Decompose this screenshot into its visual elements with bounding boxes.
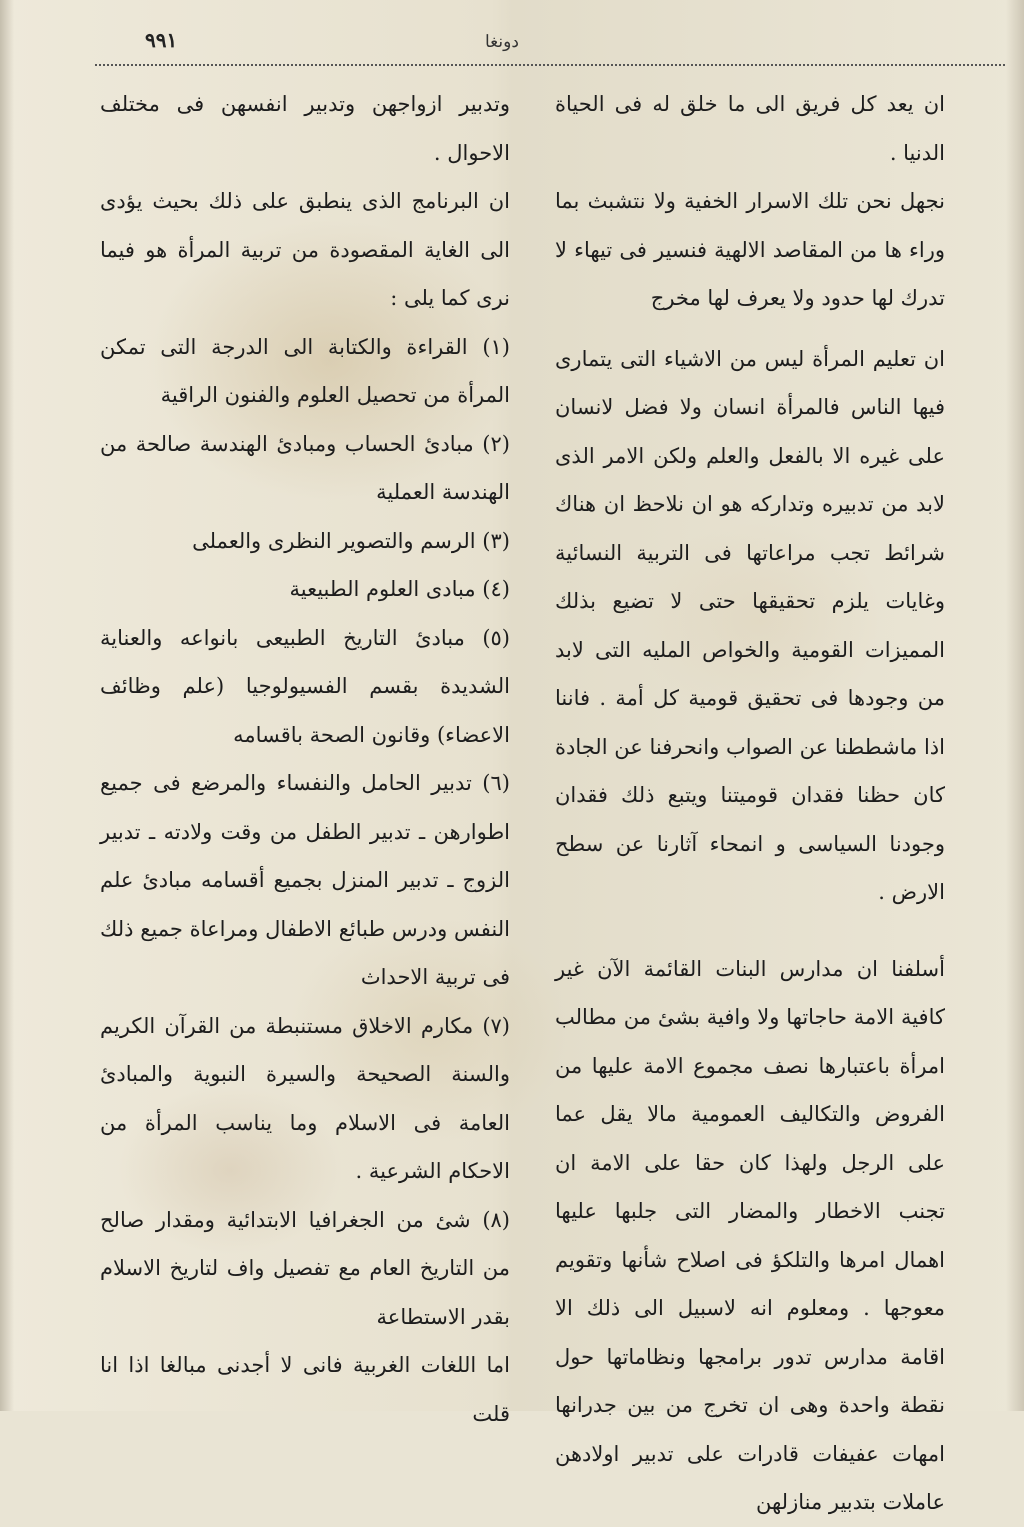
paragraph: وتدبير ازواجهن وتدبير انفسهن فى مختلف الاحوال . <box>100 92 510 165</box>
binding-shadow <box>0 0 14 1411</box>
list-item: (٦) تدبير الحامل والنفساء والمرضع فى جميع اطوارهن ـ تدبير الطفل من وقت ولادته ـ تدبير الزوج ـ تدبير المنزل بجميع أقسامه مبادئ علم النفس ودرس طبائع الاطفال ومراعاة جميع ذلك فى تربية الاحداث <box>100 771 510 989</box>
running-title: دونغا <box>485 32 519 52</box>
page-number: ٩٩١ <box>145 28 178 52</box>
paragraph: ان تعليم المرأة ليس من الاشياء التى يتمارى فيها الناس فالمرأة انسان ولا فضل لانسان على غيره الا بالفعل والعلم ولكن الامر الذى لابد من تدبيره وتداركه هو ان نلاحظ ان هناك شرائط تجب مراعاتها فى التربية النسائية وغايات يلزم تحقيقها حتى لا تضيع بذلك المميزات القومية والخواص المليه التى لابد من وجودها فى تحقيق قومية كل أمة . فاننا اذا ماشططنا عن الصواب وانحرفنا عن الجادة كان حظنا فقدان قوميتنا ويتبع ذلك فقدان وجودنا السياسى و انمحاء آثارنا عن سطح الارض . <box>555 346 945 904</box>
paragraph: ان يعد كل فريق الى ما خلق له فى الحياة الدنيا . <box>555 92 945 165</box>
list-item: (٥) مبادئ التاريخ الطبيعى بانواعه والعناية الشديدة بقسم الفسيولوجيا (علم وظائف الاعضاء) وقانون الصحة باقسامه <box>100 625 510 747</box>
list-item: (٤) مبادى العلوم الطبيعية <box>289 577 510 601</box>
paragraph: نجهل نحن تلك الاسرار الخفية ولا نتشبث بما وراء ها من المقاصد الالهية فنسير فى تيهاء لا تدرك لها حدود ولا يعرف لها مخرج <box>555 189 945 310</box>
list-item: (٧) مكارم الاخلاق مستنبطة من القرآن الكريم والسنة الصحيحة والسيرة النبوية والمبادئ العامة فى الاسلام وما يناسب المرأة من الاحكام الشرعية . <box>100 1013 510 1183</box>
paragraph: ان البرنامج الذى ينطبق على ذلك بحيث يؤدى الى الغاية المقصودة من تربية المرأة هو فيما نرى كما يلى : <box>100 189 510 310</box>
list-item: (٣) الرسم والتصوير النظرى والعملى <box>192 528 510 553</box>
paragraph: أسلفنا ان مدارس البنات القائمة الآن غير كافية الامة حاجاتها ولا وافية بشئ من مطالب امرأة باعتبارها نصف مجموع الامة عليها من الفروض والتكاليف العمومية مالا يقل عما على الرجل ولهذا كان حقا على الامة ان تجنب الاخطار والمضار التى جلبها عليها اهمال امرها والتلكؤ فى اصلاح شأنها وتقويم معوجها . ومعلوم انه لاسبيل الى ذلك الا اقامة مدارس تدور برامجها ونظاماتها حول نقطة واحدة وهى ان تخرج من بين جدرانها امهات عفيفات قادرات على تدبير اولادهن عاملات بتدبير منازلهن <box>555 956 945 1514</box>
right-column <box>555 80 945 1527</box>
paragraph: اما اللغات الغربية فانى لا أجدنى مبالغا اذا انا قلت <box>100 1353 510 1426</box>
list-item: (٢) مبادئ الحساب ومبادئ الهندسة صالحة من الهندسة العملية <box>100 431 510 504</box>
page-edge-shadow <box>1006 0 1024 1411</box>
left-column <box>100 80 510 1438</box>
header-divider <box>95 64 1005 66</box>
list-item: (٨) شئ من الجغرافيا الابتدائية ومقدار صالح من التاريخ العام مع تفصيل واف لتاريخ الاسلام بقدر الاستطاعة <box>100 1207 510 1329</box>
list-item: (١) القراءة والكتابة الى الدرجة التى تمكن المرأة من تحصيل العلوم والفنون الراقية <box>100 334 510 407</box>
